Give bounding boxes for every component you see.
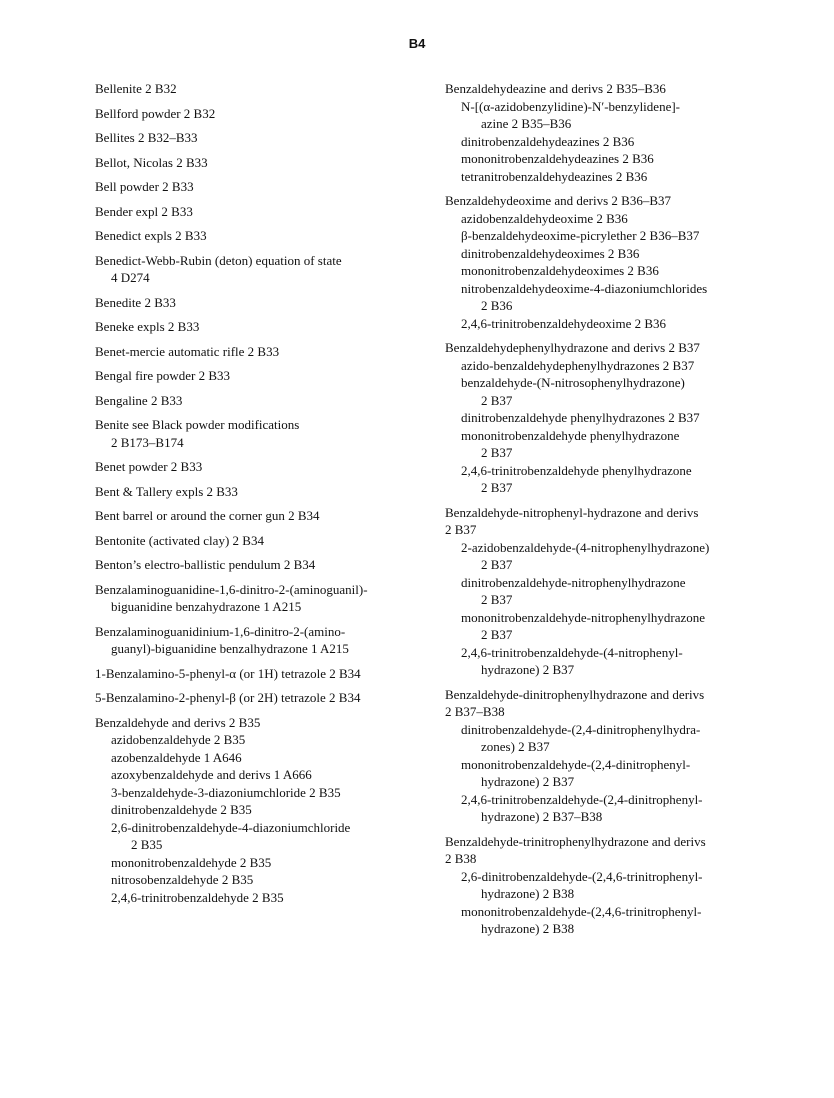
index-heading-line: Bengal fire powder 2 B33 xyxy=(95,368,231,383)
index-subentry-line: mononitrobenzaldehyde-(2,4-dinitrophenyl- xyxy=(461,756,691,772)
index-entry xyxy=(445,339,805,497)
index-subentry-line: dinitrobenzaldehyde-(2,4-dinitrophenylhydra- xyxy=(461,721,701,737)
index-subentry-line: mononitrobenzaldehydeazines 2 B36 xyxy=(461,151,654,166)
index-subentry-line: hydrazone) 2 B37 xyxy=(481,662,575,677)
index-subentry-line: dinitrobenzaldehyde phenylhydrazones 2 B37 xyxy=(461,410,700,425)
index-entry xyxy=(95,105,430,123)
index-entry xyxy=(95,689,430,707)
index-heading-line: Benet-mercie automatic rifle 2 B33 xyxy=(95,343,280,359)
index-entry xyxy=(95,343,430,361)
index-entry xyxy=(95,581,430,616)
index-heading-line: Bentonite (activated clay) 2 B34 xyxy=(95,532,264,548)
index-entry xyxy=(95,458,430,476)
index-subentry-line: azobenzaldehyde 1 A646 xyxy=(111,749,242,765)
index-subentry-line: 2 B37 xyxy=(481,627,513,642)
index-subentry-line: mononitrobenzaldehyde-nitrophenylhydrazone xyxy=(461,609,706,625)
index-entry xyxy=(95,507,430,525)
index-subentry-line: mononitrobenzaldehyde phenylhydrazone xyxy=(461,427,680,443)
index-subentry-line: 2,4,6-trinitrobenzaldehyde-(2,4-dinitrophenyl- xyxy=(461,791,703,807)
index-subentry-line: azoxybenzaldehyde and derivs 1 A666 xyxy=(111,767,312,782)
index-heading-line: Benzalaminoguanidinium-1,6-dinitro-2-(amino- xyxy=(95,623,346,639)
index-entry xyxy=(95,80,430,98)
index-heading-line: Bent & Tallery expls 2 B33 xyxy=(95,483,238,499)
index-entry xyxy=(95,129,430,147)
index-entry xyxy=(95,154,430,172)
index-subentry-line: dinitrobenzaldehydeoximes 2 B36 xyxy=(461,245,640,261)
index-heading-line: 2 B38 xyxy=(445,851,477,866)
index-heading-line: Benedict expls 2 B33 xyxy=(95,228,207,243)
index-subentry-line: 2,4,6-trinitrobenzaldehyde 2 B35 xyxy=(111,889,284,905)
index-subentry-line: dinitrobenzaldehyde-nitrophenylhydrazone xyxy=(461,574,686,590)
index-subentry-line: β-benzaldehydeoxime-picrylether 2 B36–B37 xyxy=(461,228,700,243)
index-column-right xyxy=(445,80,805,945)
index-subentry-line: mononitrobenzaldehyde-(2,4,6-trinitrophenyl- xyxy=(461,903,702,919)
index-heading-line: Benite see Black powder modifications xyxy=(95,417,300,432)
index-heading-line: Benzaldehyde and derivs 2 B35 xyxy=(95,714,261,730)
index-entry xyxy=(95,665,430,683)
index-subentry-line: azidobenzaldehydeoxime 2 B36 xyxy=(461,210,628,226)
index-heading-line: Bellot, Nicolas 2 B33 xyxy=(95,154,208,170)
index-subentry-line: nitrosobenzaldehyde 2 B35 xyxy=(111,872,254,887)
index-entry xyxy=(95,714,430,907)
index-heading-line: Beneke expls 2 B33 xyxy=(95,319,200,334)
index-entry xyxy=(95,416,430,451)
index-heading-line: Benzaldehyde-trinitrophenylhydrazone and derivs xyxy=(445,833,706,849)
index-heading-line: Benet powder 2 B33 xyxy=(95,459,203,474)
index-entry xyxy=(95,623,430,658)
index-subentry-line: tetranitrobenzaldehydeazines 2 B36 xyxy=(461,168,648,184)
index-subentry-line: 2 B173–B174 xyxy=(111,434,184,450)
index-subentry-line: 2,4,6-trinitrobenzaldehyde phenylhydrazone xyxy=(461,462,692,478)
index-heading-line: Benzaldehydeazine and derivs 2 B35–B36 xyxy=(445,81,666,96)
index-heading-line: 5-Benzalamino-2-phenyl-β (or 2H) tetrazole 2 B34 xyxy=(95,690,361,705)
index-subentry-line: mononitrobenzaldehydeoximes 2 B36 xyxy=(461,263,659,278)
index-entry xyxy=(95,483,430,501)
index-entry xyxy=(445,504,805,679)
index-heading-line: Bellford powder 2 B32 xyxy=(95,105,216,121)
index-subentry-line: 2 B37 xyxy=(481,480,513,495)
index-heading-line: Bell powder 2 B33 xyxy=(95,179,194,194)
index-subentry-line: mononitrobenzaldehyde 2 B35 xyxy=(111,854,272,870)
index-subentry-line: azidobenzaldehyde 2 B35 xyxy=(111,732,246,747)
index-heading-line: Bellites 2 B32–B33 xyxy=(95,130,198,145)
index-entry xyxy=(445,80,805,185)
index-entry xyxy=(95,318,430,336)
index-subentry-line: dinitrobenzaldehyde 2 B35 xyxy=(111,802,252,817)
index-heading-line: Benzaldehydeoxime and derivs 2 B36–B37 xyxy=(445,193,672,208)
index-heading-line: Benzalaminoguanidine-1,6-dinitro-2-(aminoguanil)- xyxy=(95,581,368,597)
index-subentry-line: 2 B37 xyxy=(481,392,513,408)
index-heading-line: Bellenite 2 B32 xyxy=(95,81,177,96)
index-entry xyxy=(95,367,430,385)
index-subentry-line: 2,6-dinitrobenzaldehyde-4-diazoniumchloride xyxy=(111,819,351,835)
index-subentry-line: 2 B37 xyxy=(481,557,513,572)
index-subentry-line: 4 D274 xyxy=(111,270,150,285)
index-heading-line: Benton’s electro-ballistic pendulum 2 B34 xyxy=(95,557,316,572)
index-subentry-line: hydrazone) 2 B37–B38 xyxy=(481,809,603,824)
index-entry xyxy=(95,178,430,196)
index-subentry-line: 3-benzaldehyde-3-diazoniumchloride 2 B35 xyxy=(111,784,341,800)
index-entry xyxy=(95,227,430,245)
index-subentry-line: 2,6-dinitrobenzaldehyde-(2,4,6-trinitrophenyl- xyxy=(461,868,703,884)
index-subentry-line: 2 B36 xyxy=(481,298,513,313)
index-heading-line: Benzaldehyde-nitrophenyl-hydrazone and derivs xyxy=(445,504,699,520)
index-subentry-line: 2 B37 xyxy=(481,445,513,460)
index-subentry-line: 2 B35 xyxy=(131,837,163,852)
page-header: B4 xyxy=(408,36,426,51)
index-subentry-line: zones) 2 B37 xyxy=(481,739,550,754)
index-subentry-line: biguanidine benzahydrazone 1 A215 xyxy=(111,599,302,614)
index-entry xyxy=(445,192,805,332)
index-subentry-line: 2-azidobenzaldehyde-(4-nitrophenylhydrazone) xyxy=(461,539,710,555)
index-subentry-line: hydrazone) 2 B38 xyxy=(481,921,575,936)
index-subentry-line: dinitrobenzaldehydeazines 2 B36 xyxy=(461,133,635,149)
index-subentry-line: 2 B37 xyxy=(481,592,513,607)
index-subentry-line: 2,4,6-trinitrobenzaldehyde-(4-nitrophenyl- xyxy=(461,644,683,660)
index-heading-line: 2 B37 xyxy=(445,522,477,537)
index-entry xyxy=(95,392,430,410)
index-entry xyxy=(95,294,430,312)
index-heading-line: Benzaldehyde-dinitrophenylhydrazone and derivs xyxy=(445,686,705,702)
index-subentry-line: azine 2 B35–B36 xyxy=(481,116,572,131)
index-subentry-line: hydrazone) 2 B37 xyxy=(481,774,575,789)
index-subentry-line: benzaldehyde-(N-nitrosophenylhydrazone) xyxy=(461,375,685,390)
index-subentry-line: hydrazone) 2 B38 xyxy=(481,886,575,901)
index-heading-line: Benedite 2 B33 xyxy=(95,294,176,310)
index-entry xyxy=(445,686,805,826)
index-entry xyxy=(95,252,430,287)
index-subentry-line: nitrobenzaldehydeoxime-4-diazoniumchlorides xyxy=(461,280,708,296)
index-heading-line: 1-Benzalamino-5-phenyl-α (or 1H) tetrazole 2 B34 xyxy=(95,665,361,681)
index-subentry-line: azido-benzaldehydephenylhydrazones 2 B37 xyxy=(461,357,695,373)
index-subentry-line: 2,4,6-trinitrobenzaldehydeoxime 2 B36 xyxy=(461,315,667,331)
index-heading-line: Benzaldehydephenylhydrazone and derivs 2 B37 xyxy=(445,340,700,355)
index-heading-line: Bent barrel or around the corner gun 2 B34 xyxy=(95,508,320,523)
index-entry xyxy=(95,203,430,221)
index-heading-line: Bengaline 2 B33 xyxy=(95,392,183,408)
index-subentry-line: guanyl)-biguanidine benzalhydrazone 1 A215 xyxy=(111,641,349,656)
index-heading-line: Bender expl 2 B33 xyxy=(95,203,193,219)
index-column-left xyxy=(95,80,430,913)
index-heading-line: 2 B37–B38 xyxy=(445,704,505,719)
index-entry xyxy=(445,833,805,938)
index-entry xyxy=(95,532,430,550)
index-heading-line: Benedict-Webb-Rubin (deton) equation of state xyxy=(95,252,342,268)
index-subentry-line: N-[(α-azidobenzylidine)-N′-benzylidene]- xyxy=(461,98,680,114)
index-entry xyxy=(95,556,430,574)
